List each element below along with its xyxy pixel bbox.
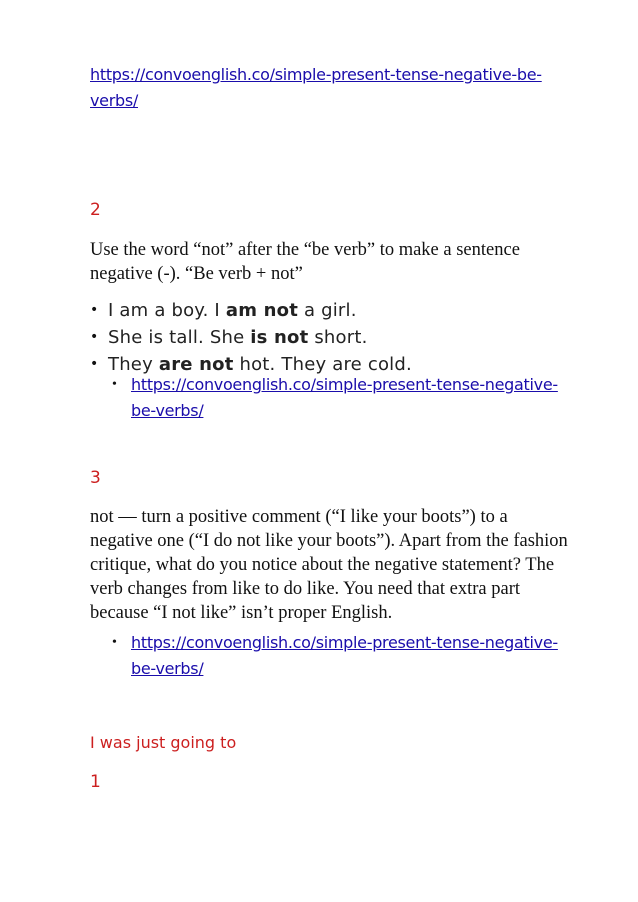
example-bullet-list (90, 297, 412, 378)
section-2-intro (90, 238, 600, 286)
section-2-intro-line2: negative (-). “Be verb + not” (90, 264, 303, 284)
section-3-number: 3 (90, 468, 101, 488)
paragraph-line-1: not — turn a positive comment (“I like your boots”) to a (90, 507, 508, 527)
section-2-link-line1: https://convoenglish.co/simple-present-tense-negative- (131, 375, 558, 394)
bullet-1-bold: am not (225, 300, 299, 321)
paragraph-line-4: verb changes from like to do like. You need that extra part (90, 579, 521, 599)
section-2-link-item (112, 372, 601, 424)
top-link-block (90, 62, 570, 114)
bullet-1-pre: I am a boy. I (108, 300, 226, 321)
bullet-1-post: a girl. (298, 300, 357, 321)
top-link[interactable] (90, 65, 542, 110)
bullet-2-post: short. (308, 327, 368, 348)
paragraph-line-2: negative one (“I do not like your boots”). Apart from the fashion (90, 531, 568, 551)
top-link-line1: https://convoenglish.co/simple-present-tense-negative-be- (90, 65, 542, 84)
example-bullet-1 (90, 297, 412, 324)
section-3-link[interactable] (131, 633, 558, 678)
paragraph-line-5: because “I not like” isn’t proper English. (90, 603, 393, 623)
section-3-link-line2: be-verbs/ (131, 659, 204, 678)
footer-number: 1 (90, 772, 101, 792)
footer-heading: I was just going to (90, 733, 237, 752)
bullet-3-bold: are not (158, 354, 234, 375)
bullet-2-bold: is not (250, 327, 309, 348)
paragraph-line-3: critique, what do you notice about the negative statement? The (90, 555, 555, 575)
bullet-2-pre: She is tall. She (108, 327, 251, 348)
section-2-intro-line1: Use the word “not” after the “be verb” to make a sentence (90, 240, 520, 260)
section-2-link-line2: be-verbs/ (131, 401, 204, 420)
top-link-line2: verbs/ (90, 91, 138, 110)
bullet-3-pre: They (108, 354, 159, 375)
section-3-paragraph (90, 505, 600, 625)
section-3-link-item (112, 630, 601, 682)
section-3-link-line1: https://convoenglish.co/simple-present-tense-negative- (131, 633, 558, 652)
section-2-link[interactable] (131, 375, 558, 420)
section-2-number: 2 (90, 200, 101, 220)
bullet-3-post: hot. They are cold. (233, 354, 412, 375)
example-bullet-2 (90, 324, 412, 351)
